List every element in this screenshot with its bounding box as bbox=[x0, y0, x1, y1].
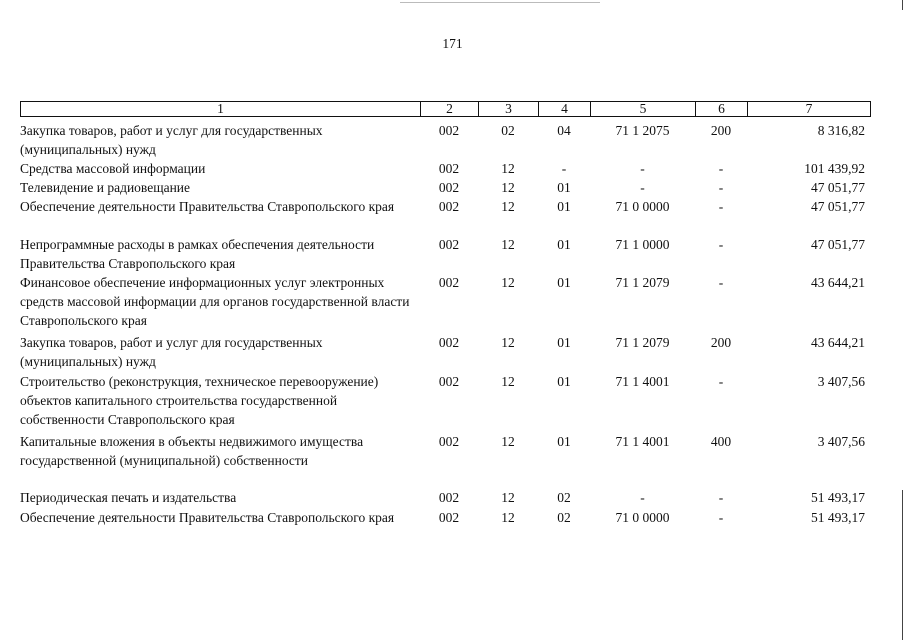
row-code-6: 200 bbox=[710, 335, 732, 350]
row-code-4: 04 bbox=[557, 123, 571, 138]
row-code-4: 01 bbox=[557, 434, 571, 449]
row-amount: 47 051,77 bbox=[811, 237, 865, 252]
row-code-2: 002 bbox=[438, 237, 460, 252]
row-code-2: 002 bbox=[438, 434, 460, 449]
row-code-3: 12 bbox=[501, 335, 515, 350]
row-code-4: 02 bbox=[557, 490, 571, 505]
row-code-5: 71 1 2075 bbox=[615, 123, 670, 138]
row-name: Финансовое обеспечение информационных услуг электронных средств массовой информации для органов государственной власти Ставропольского края bbox=[20, 275, 410, 328]
row-amount: 101 439,92 bbox=[804, 161, 865, 176]
row-code-6: - bbox=[718, 199, 724, 214]
row-code-2: 002 bbox=[438, 510, 460, 525]
row-code-4: - bbox=[561, 161, 567, 176]
row-amount: 51 493,17 bbox=[811, 490, 865, 505]
row-amount: 8 316,82 bbox=[817, 123, 865, 138]
row-code-5: 71 1 0000 bbox=[615, 237, 670, 252]
row-code-2: 002 bbox=[438, 123, 460, 138]
header-cell: 5 bbox=[591, 102, 696, 117]
page-edge-line bbox=[902, 490, 903, 640]
header-cell: 1 bbox=[21, 102, 421, 117]
row-code-4: 01 bbox=[557, 335, 571, 350]
row-amount: 47 051,77 bbox=[811, 199, 865, 214]
row-amount: 43 644,21 bbox=[811, 275, 865, 290]
row-code-6: - bbox=[718, 237, 724, 252]
row-code-5: 71 0 0000 bbox=[615, 510, 670, 525]
row-amount: 51 493,17 bbox=[811, 510, 865, 525]
page-number: 171 bbox=[442, 36, 463, 51]
row-code-5: 71 0 0000 bbox=[615, 199, 670, 214]
row-code-6: - bbox=[718, 374, 724, 389]
row-code-3: 12 bbox=[501, 275, 515, 290]
row-name: Капитальные вложения в объекты недвижимого имущества государственной (муниципальной) собственности bbox=[20, 434, 364, 468]
row-code-6: 200 bbox=[710, 123, 732, 138]
row-code-2: 002 bbox=[438, 180, 460, 195]
row-name: Периодическая печать и издательства bbox=[20, 490, 237, 505]
row-code-2: 002 bbox=[438, 490, 460, 505]
row-code-6: - bbox=[718, 510, 724, 525]
row-code-4: 01 bbox=[557, 374, 571, 389]
row-amount: 47 051,77 bbox=[811, 180, 865, 195]
header-cell: 2 bbox=[421, 102, 479, 117]
row-code-2: 002 bbox=[438, 275, 460, 290]
header-cell: 4 bbox=[539, 102, 591, 117]
row-name: Обеспечение деятельности Правительства Ставропольского края bbox=[20, 199, 395, 214]
row-code-4: 01 bbox=[557, 199, 571, 214]
row-code-5: - bbox=[640, 490, 645, 505]
row-code-3: 12 bbox=[501, 510, 515, 525]
row-code-2: 002 bbox=[438, 335, 460, 350]
row-name: Телевидение и радиовещание bbox=[20, 180, 191, 195]
row-name: Непрограммные расходы в рамках обеспечения деятельности Правительства Ставропольского края bbox=[20, 237, 375, 271]
row-code-4: 01 bbox=[557, 275, 571, 290]
row-name: Средства массовой информации bbox=[20, 161, 206, 176]
row-code-3: 12 bbox=[501, 434, 515, 449]
row-code-3: 02 bbox=[501, 123, 515, 138]
row-name: Закупка товаров, работ и услуг для государственных (муниципальных) нужд bbox=[20, 123, 323, 157]
row-code-2: 002 bbox=[438, 199, 460, 214]
row-code-5: 71 1 4001 bbox=[615, 434, 670, 449]
header-row bbox=[21, 102, 871, 117]
row-code-3: 12 bbox=[501, 161, 515, 176]
row-code-6: 400 bbox=[710, 434, 732, 449]
row-code-3: 12 bbox=[501, 374, 515, 389]
row-code-4: 01 bbox=[557, 180, 571, 195]
row-code-3: 12 bbox=[501, 180, 515, 195]
row-code-6: - bbox=[718, 275, 724, 290]
row-code-3: 12 bbox=[501, 237, 515, 252]
row-amount: 3 407,56 bbox=[817, 434, 865, 449]
row-code-3: 12 bbox=[501, 490, 515, 505]
row-code-5: 71 1 4001 bbox=[615, 374, 670, 389]
row-code-2: 002 bbox=[438, 374, 460, 389]
row-code-5: - bbox=[640, 161, 645, 176]
header-cell: 7 bbox=[748, 102, 871, 117]
row-name: Обеспечение деятельности Правительства Ставропольского края bbox=[20, 510, 395, 525]
row-code-3: 12 bbox=[501, 199, 515, 214]
row-amount: 3 407,56 bbox=[817, 374, 865, 389]
row-code-2: 002 bbox=[438, 161, 460, 176]
table-header bbox=[20, 101, 871, 117]
row-code-4: 01 bbox=[557, 237, 571, 252]
row-code-6: - bbox=[718, 180, 724, 195]
scan-artifact bbox=[400, 2, 600, 3]
row-code-5: 71 1 2079 bbox=[615, 335, 670, 350]
row-code-5: 71 1 2079 bbox=[615, 275, 670, 290]
row-code-5: - bbox=[640, 180, 645, 195]
header-cell: 3 bbox=[479, 102, 539, 117]
page-edge-line bbox=[902, 0, 903, 10]
row-name: Закупка товаров, работ и услуг для государственных (муниципальных) нужд bbox=[20, 335, 323, 369]
header-cell: 6 bbox=[696, 102, 748, 117]
row-amount: 43 644,21 bbox=[811, 335, 865, 350]
row-code-6: - bbox=[718, 490, 724, 505]
row-name: Строительство (реконструкция, техническое перевооружение) объектов капитального строительства государственной собственности Ставропольского края bbox=[20, 374, 379, 427]
row-code-4: 02 bbox=[557, 510, 571, 525]
row-code-6: - bbox=[718, 161, 724, 176]
